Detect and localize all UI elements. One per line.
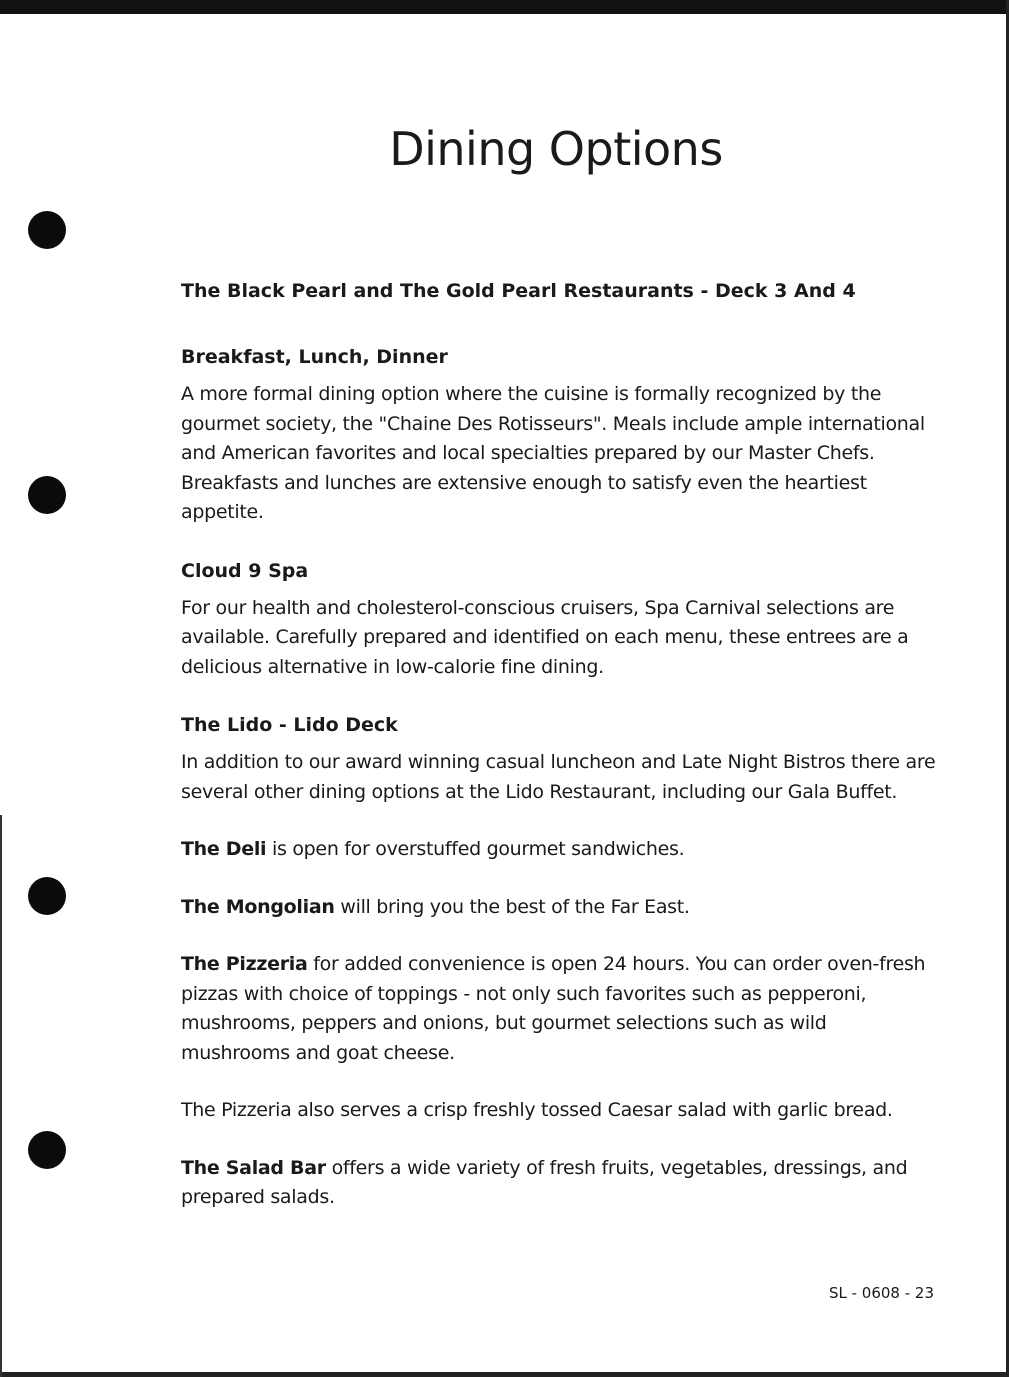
- mongolian-paragraph: [181, 893, 941, 923]
- deli-name: The Deli: [181, 838, 267, 860]
- binder-hole: [28, 476, 66, 514]
- page-content: [181, 276, 941, 1241]
- binder-hole: [28, 877, 66, 915]
- pizzeria-salad-paragraph: The Pizzeria also serves a crisp freshly tossed Caesar salad with garlic bread.: [181, 1099, 893, 1121]
- mongolian-name: The Mongolian: [181, 895, 335, 918]
- scan-bottom-edge: [0, 1372, 1009, 1377]
- pizzeria-text: for added convenience is open 24 hours. You can order oven-fresh pizzas with choice of toppings - not only such favorites such as pepperoni, mushrooms, peppers and onions, but gourmet selections such as wild mushrooms and goat cheese.: [181, 953, 926, 1064]
- deli-text: is open for overstuffed gourmet sandwiches.: [266, 838, 685, 860]
- lido-heading: The Lido - Lido Deck: [181, 714, 398, 736]
- breakfast-description: A more formal dining option where the cuisine is formally recognized by the gourmet society, the "Chaine Des Rotisseurs". Meals include ample international and American favorites and local specialties prepared by our Master Chefs. Breakfasts and lunches are extensive enough to satisfy even the heartiest appetite.: [181, 383, 925, 523]
- binder-hole: [28, 1131, 66, 1169]
- spa-heading: Cloud 9 Spa: [181, 559, 309, 582]
- binder-hole: [28, 211, 66, 249]
- salad-bar-name: The Salad Bar: [181, 1156, 326, 1179]
- deli-paragraph: [181, 835, 941, 865]
- venue-heading: The Black Pearl and The Gold Pearl Restaurants - Deck 3 And 4: [181, 280, 856, 302]
- mongolian-text: will bring you the best of the Far East.: [334, 895, 690, 918]
- spa-description: For our health and cholesterol-conscious cruisers, Spa Carnival selections are available. Carefully prepared and identified on each menu, these entrees are a delicious alternative in low-calorie fine dining.: [181, 596, 909, 678]
- pizzeria-name: The Pizzeria: [181, 953, 308, 975]
- salad-bar-text: offers a wide variety of fresh fruits, vegetables, dressings, and prepared salads.: [181, 1156, 908, 1208]
- scan-top-edge: [0, 0, 1009, 14]
- breakfast-heading: Breakfast, Lunch, Dinner: [181, 346, 448, 368]
- salad-bar-paragraph: [181, 1154, 941, 1213]
- scan-left-edge: [0, 815, 2, 1377]
- pizzeria-paragraph: [181, 950, 941, 1068]
- lido-intro: In addition to our award winning casual luncheon and Late Night Bistros there are several other dining options at the Lido Restaurant, including our Gala Buffet.: [181, 751, 936, 803]
- page-title: Dining Options: [389, 122, 723, 176]
- page-footer-code: SL - 0608 - 23: [828, 1284, 934, 1302]
